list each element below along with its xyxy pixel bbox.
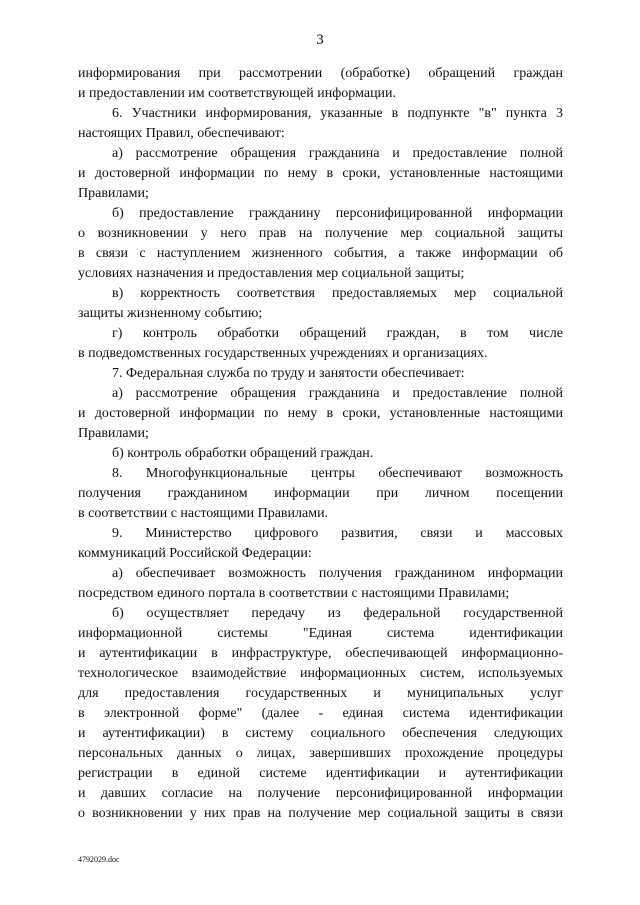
text-line: в подведомственных государственных учреждениях и организациях. (78, 346, 488, 361)
text-line: а) рассмотрение обращения гражданина и предоставление полной (112, 146, 563, 161)
document-footer-filename: 4792029.doc (78, 855, 120, 864)
text-line: 9. Министерство цифрового развития, связи и массовых (112, 526, 563, 541)
text-line: и достоверной информации по нему в сроки, установленные настоящими (78, 406, 563, 421)
text-line: 7. Федеральная служба по труду и занятости обеспечивает: (112, 366, 465, 381)
text-line: условиях назначения и предоставления мер социальной защиты; (78, 266, 465, 281)
text-line: защиты жизненному событию; (78, 306, 263, 321)
text-line: в связи с наступлением жизненного события, а также информации об (78, 246, 563, 261)
page-number: 3 (316, 32, 324, 48)
text-line: и аутентификации в инфраструктуре, обеспечивающей информационно- (78, 646, 563, 661)
text-line: персональных данных о лицах, завершивших прохождение процедуры (78, 746, 563, 761)
text-line: и давших согласие на получение персонифицированной информации (78, 786, 563, 801)
text-line: и предоставлении им соответствующей информации. (78, 86, 397, 101)
text-line: настоящих Правил, обеспечивают: (78, 126, 285, 141)
text-line: б) осуществляет передачу из федеральной государственной (112, 606, 563, 621)
text-line: б) предоставление гражданину персонифицированной информации (112, 206, 563, 221)
text-line: и аутентификации) в систему социального обеспечения следующих (78, 726, 563, 741)
text-line: г) контроль обработки обращений граждан, в том числе (112, 326, 563, 341)
text-line: информирования при рассмотрении (обработке) обращений граждан (78, 66, 563, 81)
text-line: для предоставления государственных и муниципальных услуг (78, 686, 563, 701)
text-line: коммуникаций Российской Федерации: (78, 546, 312, 561)
text-line: в соответствии с настоящими Правилами. (78, 506, 329, 521)
text-line: а) рассмотрение обращения гражданина и предоставление полной (112, 386, 563, 401)
text-line: Правилами; (78, 186, 149, 201)
text-line: б) контроль обработки обращений граждан. (112, 446, 374, 461)
text-line: информационной системы "Единая система идентификации (78, 626, 563, 641)
text-line: 8. Многофункциональные центры обеспечивают возможность (112, 466, 563, 481)
text-line: регистрации в единой системе идентификации и аутентификации (78, 766, 563, 781)
text-line: технологическое взаимодействие информационных систем, используемых (78, 666, 563, 681)
text-line: и достоверной информации по нему в сроки, установленные настоящими (78, 166, 563, 181)
text-line: получения гражданином информации при личном посещении (78, 486, 563, 501)
text-line: 6. Участники информирования, указанные в подпункте "в" пункта 3 (112, 106, 563, 121)
text-line: а) обеспечивает возможность получения гражданином информации (112, 566, 563, 581)
text-line: о возникновении у него прав на получение мер социальной защиты (78, 226, 563, 241)
text-line: в) корректность соответствия предоставляемых мер социальной (112, 286, 563, 301)
text-line: посредством единого портала в соответствии с настоящими Правилами; (78, 586, 510, 601)
text-line: в электронной форме" (далее - единая система идентификации (78, 706, 563, 721)
text-line: о возникновении у них прав на получение мер социальной защиты в связи (78, 806, 563, 821)
document-body (78, 64, 563, 824)
text-line: Правилами; (78, 426, 149, 441)
